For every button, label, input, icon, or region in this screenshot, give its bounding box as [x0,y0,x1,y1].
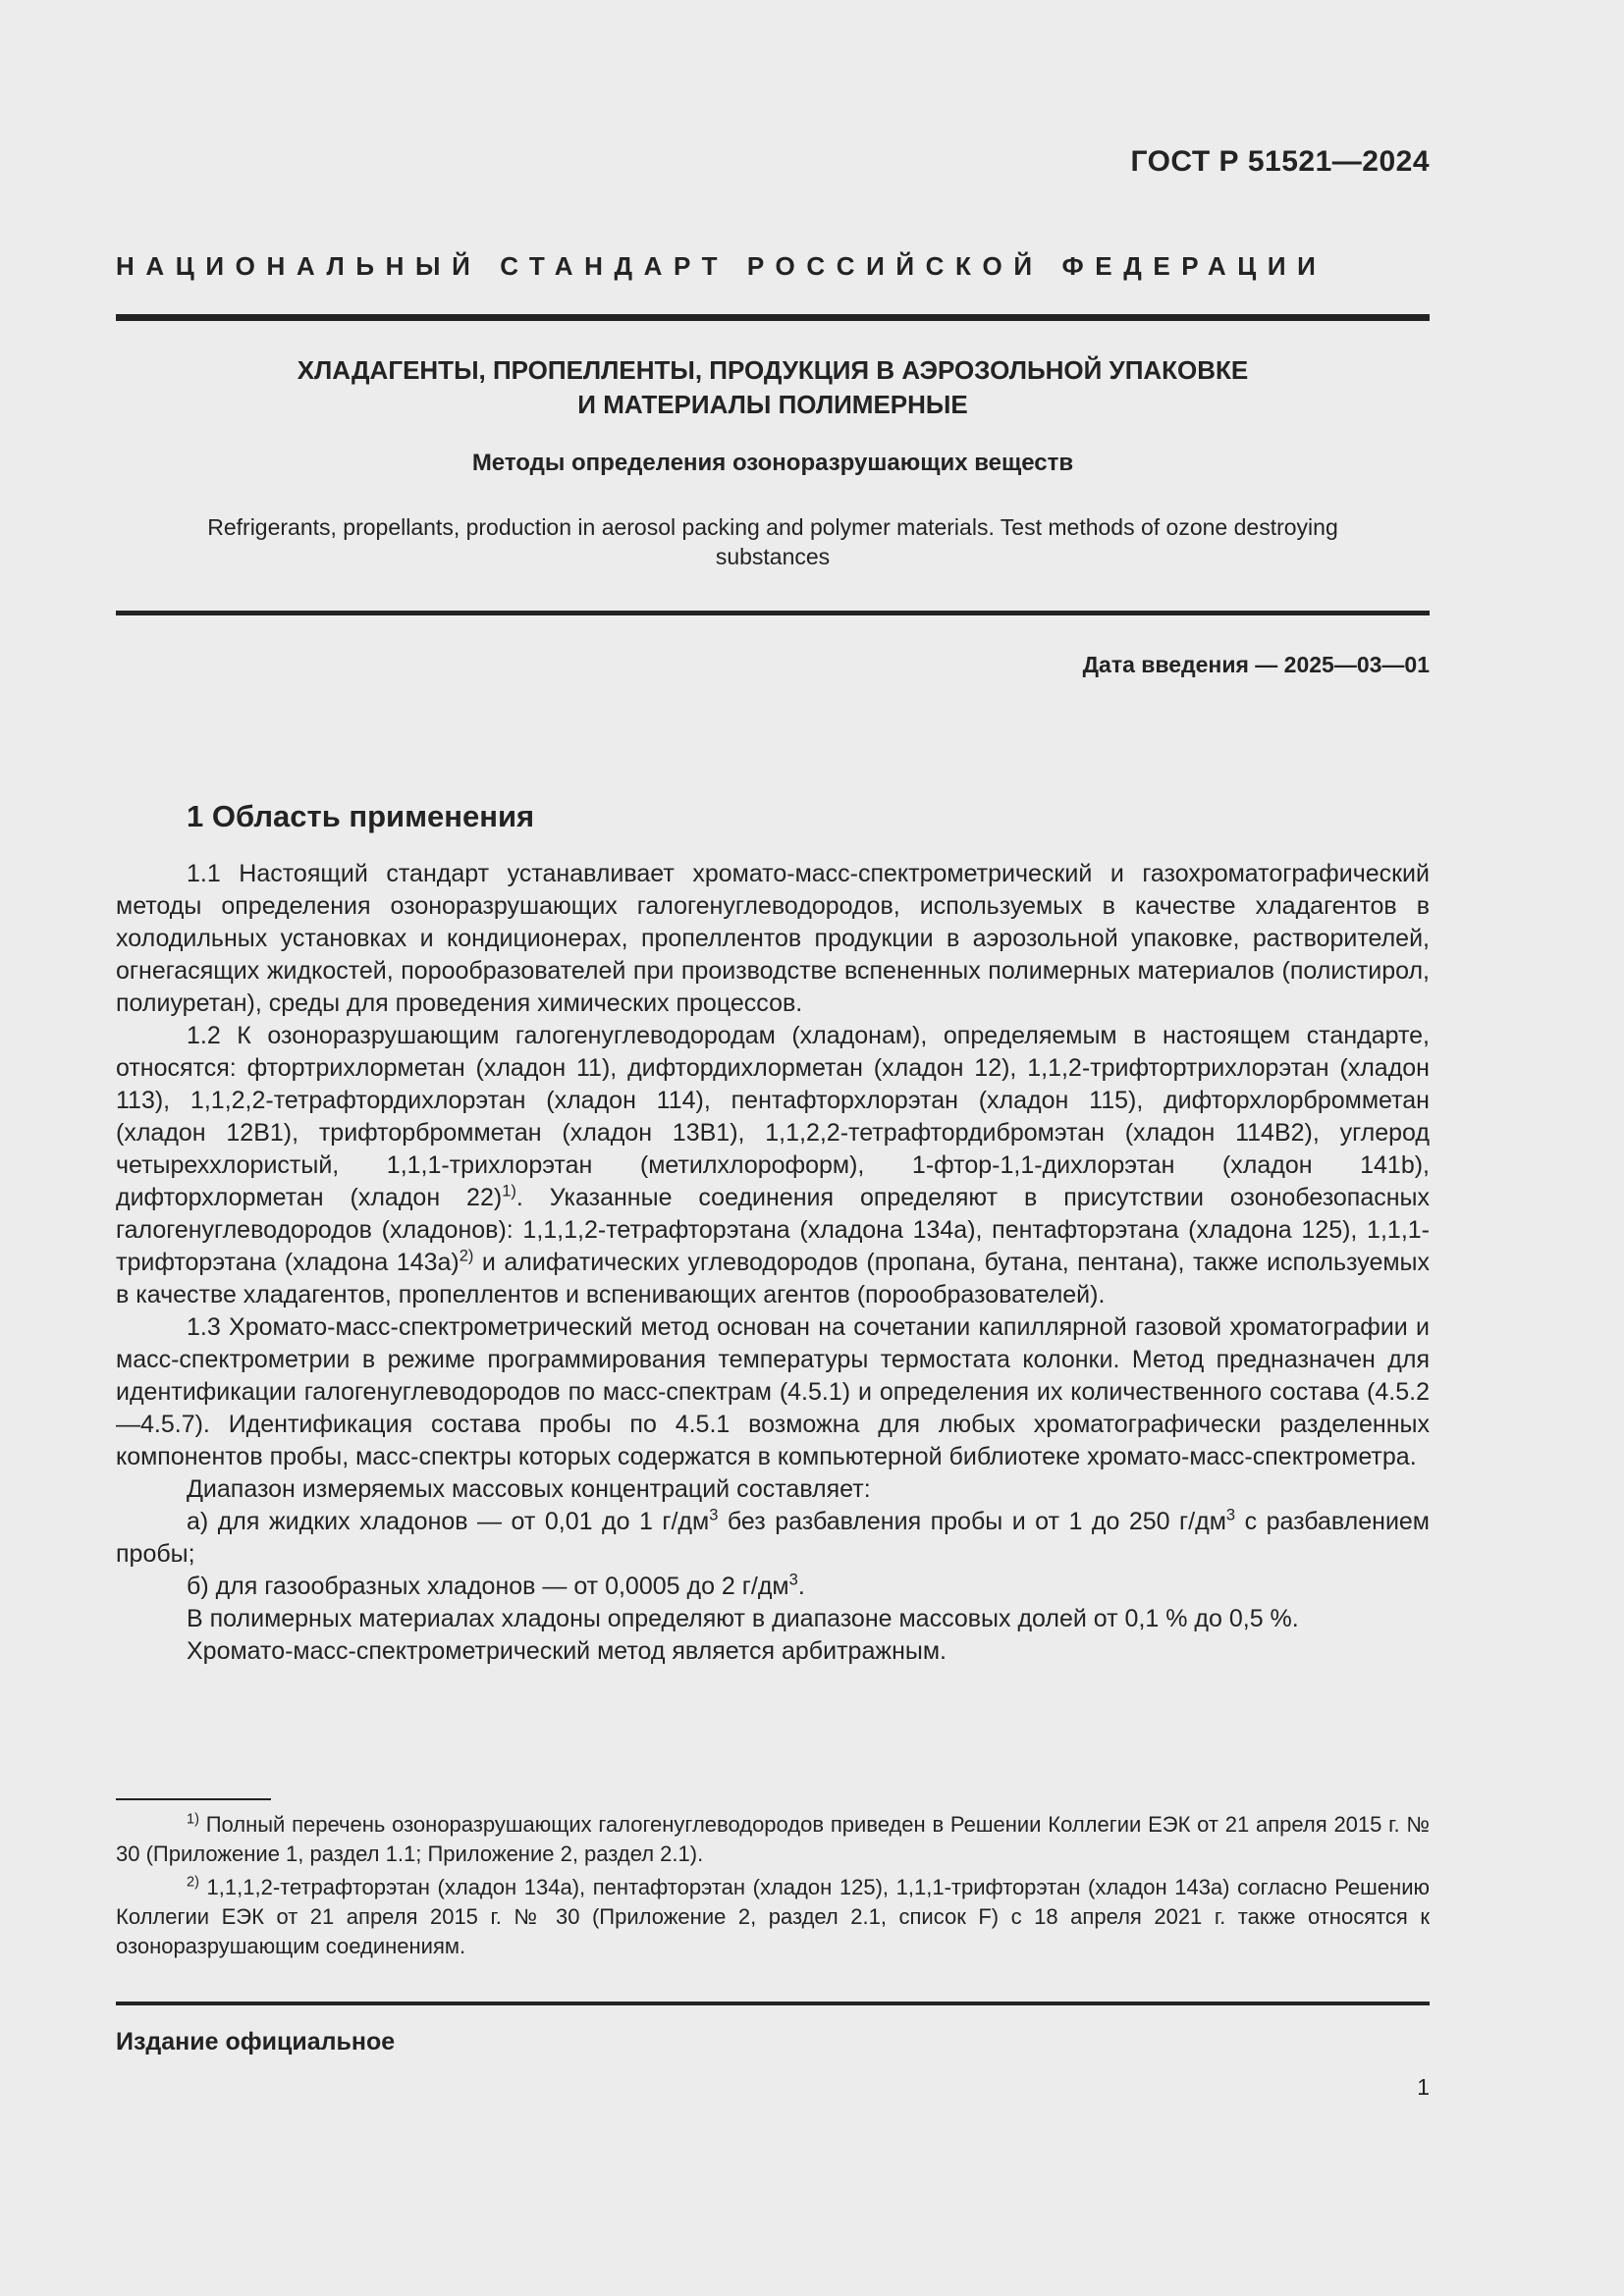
range-intro: Диапазон измеряемых массовых концентраций составляет: [187,1475,871,1503]
arbitration-note: Хромато-масс-спектрометрический метод является арбитражным. [187,1637,947,1665]
national-standard-heading: НАЦИОНАЛЬНЫЙ СТАНДАРТ РОССИЙСКОЙ ФЕДЕРАЦИИ [116,251,1327,281]
official-edition-label: Издание официальное [116,2028,396,2056]
footnotes [116,1810,1430,1965]
title-rule [116,611,1430,615]
range-item-a: а) для жидких хладонов — от 0,01 до 1 $г/дм^3$ без разбавления пробы и от 1 до 250 $г/дм^3$ с разбавлением пробы; [116,1506,1430,1568]
document-subtitle: Методы определения озоноразрушающих веществ [471,450,1074,476]
footnote-2: $^{2)}$ 1,1,1,2-тетрафторэтан (хладон 134а), пентафторэтан (хладон 125), 1,1,1-трифторэтан (хладон 143а) согласно Решению Коллегии ЕЭК от 21 апреля 2015 г. № 30 (Приложение 2, раздел 2.1, список F) с 18 апреля 2021 г. также относятся к озоноразрушающим соединениям. [116,1874,1430,1958]
footnote-ref-1: 1) [502,1182,516,1201]
footer-rule [116,2002,1430,2005]
paragraph-1-1: 1.1 Настоящий стандарт устанавливает хромато-масс-спектрометрический и газохроматографический методы определения озоноразрушающих галогенуглеводородов, используемых в качестве хладагентов в холодильных установках и кондиционерах, пропеллентов продукции в аэрозольной упаковке, растворителей, огнегасящих жидкостей, порообразователей при производстве вспененных полимерных материалов (полистирол, полиуретан), среды для проведения химических процессов. [116,860,1430,1017]
footnote-ref-2: 2) [459,1247,474,1265]
english-title: Refrigerants, propellants, production in aerosol packing and polymer materials. Test methods of ozone destroying substances [207,514,1338,569]
page-number: 1 [1417,2074,1430,2100]
title-line-2: И МАТЕРИАЛЫ ПОЛИМЕРНЫЕ [577,390,968,419]
polymer-range: В полимерных материалах хладоны определяют в диапазоне массовых долей от 0,1 % до 0,5 %. [187,1605,1299,1632]
paragraph-1-2: 1.2 К озоноразрушающим галогенуглеводородам (хладонам), определяемым в настоящем стандарте, относятся: фтортрихлорметан (хладон 11), дифтордихлорметан (хладон 12), 1,1,2-трифтортрихлорэтан (хладон 113), 1,1,2,2-тетрафтордихлорэтан (хладон 114), пентафторхлорэтан (хладон 115), дифторхлорбромметан (хладон 12В1), трифторбромметан (хладон 13В1), 1,1,2,2-тетрафтордибромэтан (хладон 114В2), углерод четыреххлористый, 1,1,1-трихлорэтан (метилхлороформ), 1-фтор-1,1-дихлорэтан (хладон 141b), дифторхлорметан (хладон 22)$^{1)}$. Указанные соединения определяют в присутствии озонобезопасных галогенуглеводородов (хладонов): 1,1,1,2-тетрафторэтана (хладона 134а), пентафторэтана (хладона 125), 1,1,1-трифторэтана (хладона 143а)$^{2)}$ и алифатических углеводородов (пропана, бутана, пентана), также используемых в качестве хладагентов, пропеллентов и вспенивающих агентов (порообразователей). [116,1022,1431,1308]
title-line-1: ХЛАДАГЕНТЫ, ПРОПЕЛЛЕНТЫ, ПРОДУКЦИЯ В АЭРОЗОЛЬНОЙ УПАКОВКЕ [297,355,1249,385]
footnote-separator [116,1798,271,1800]
introduction-date: Дата введения — 2025—03—01 [1082,652,1430,677]
paragraph-1-3: 1.3 Хромато-масс-спектрометрический метод основан на сочетании капиллярной газовой хроматографии и масс-спектрометрии в режиме программирования температуры термостата колонки. Метод предназначен для идентификации галогенуглеводородов по масс-спектрам (4.5.1) и определения их количественного состава (4.5.2—4.5.7). Идентификация состава пробы по 4.5.1 возможна для любых хроматографически разделенных компонентов пробы, масс-спектры которых содержатся в компьютерной библиотеке хромато-масс-спектрометра. [116,1313,1430,1470]
section-body [116,858,1430,1668]
range-item-b: б) для газообразных хладонов — от 0,0005 до 2 $г/дм^3$. [187,1571,805,1600]
section-heading: 1 Область применения [187,799,535,833]
header-rule [116,314,1430,321]
document-title [116,353,1430,422]
gost-number: ГОСТ Р 51521—2024 [1130,145,1430,178]
footnote-1: $^{1)}$ Полный перечень озоноразрушающих галогенуглеводородов приведен в Решении Коллегии ЕЭК от 21 апреля 2015 г. № 30 (Приложение 1, раздел 1.1; Приложение 2, раздел 2.1). [116,1811,1430,1866]
